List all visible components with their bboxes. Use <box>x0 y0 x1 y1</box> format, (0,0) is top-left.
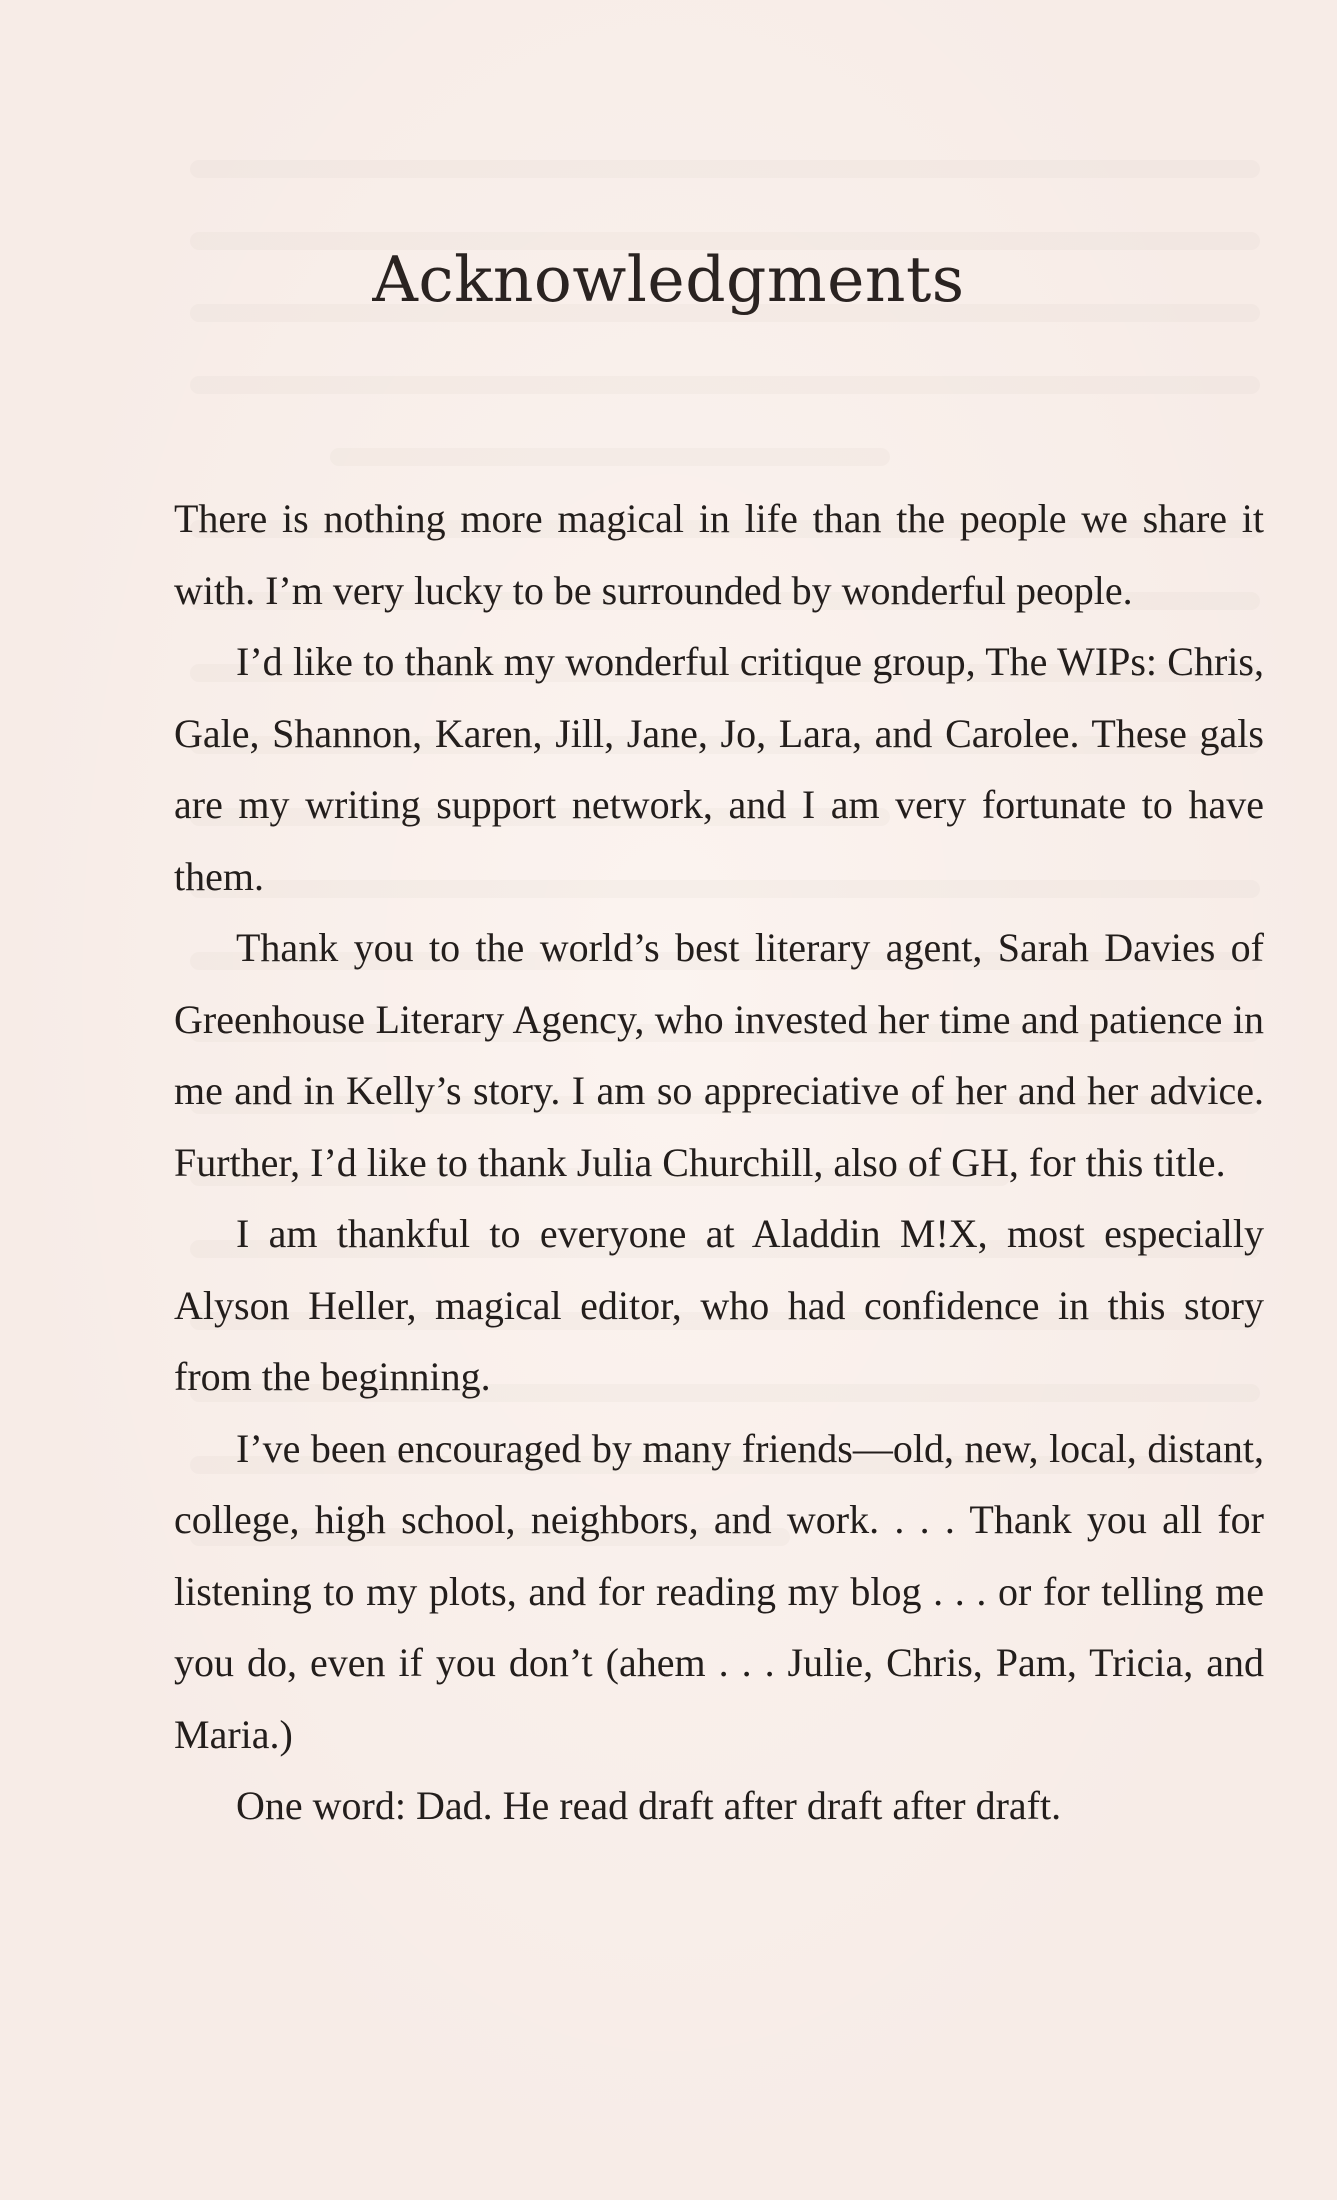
paragraph: One word: Dad. He read draft after draft after draft. <box>236 1783 1062 1828</box>
paragraph: I’ve been encouraged by many friends—old, new, local, distant, college, high school, neighbors, and work. . . . Thank you all for listening to my plots, and for reading my blog . . . or for telling me you do, even if you don’t (ahem . . . Julie, Chris, Pam, Tricia, and Maria.) <box>174 1425 1264 1757</box>
paragraph: I’d like to thank my wonderful critique group, The WIPs: Chris, Gale, Shannon, Karen, Jill, Jane, Jo, Lara, and Carolee. These gals are my writing support network, and I am very fortunate to have them. <box>174 639 1264 899</box>
paragraph: Thank you to the world’s best literary agent, Sarah Davies of Greenhouse Literary Agency, who invested her time and patience in me and in Kelly’s story. I am so appreciative of her and her advice. Further, I’d like to thank Julia Churchill, also of GH, for this title. <box>174 925 1264 1185</box>
page-title: Acknowledgments <box>372 243 965 316</box>
paragraph: I am thankful to everyone at Aladdin M!X, most especially Alyson Heller, magical editor, who had confidence in this story from the beginning. <box>174 1211 1264 1399</box>
paragraph: There is nothing more magical in life than the people we share it with. I’m very lucky to be surrounded by wonderful people. <box>174 496 1264 613</box>
acknowledgments-body <box>174 483 1264 1842</box>
